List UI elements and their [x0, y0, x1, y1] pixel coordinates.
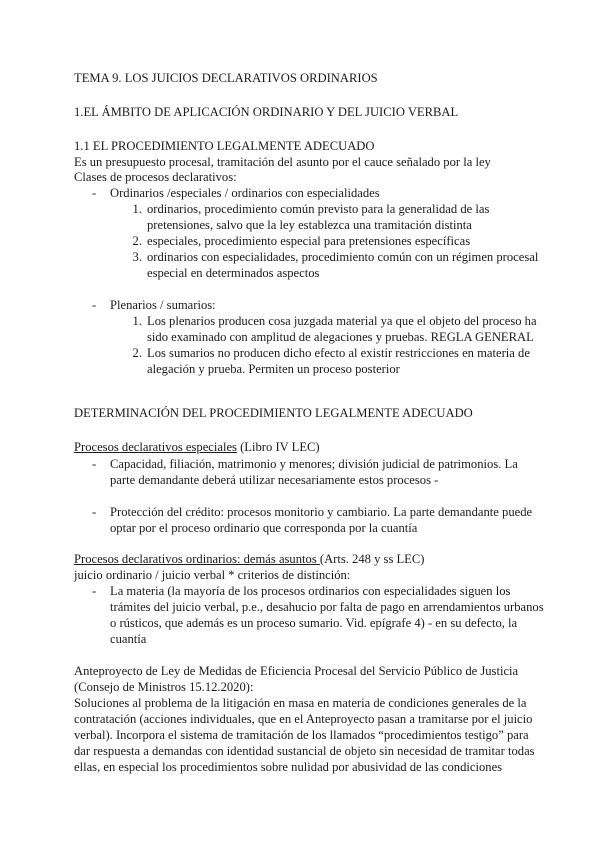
list-item: Los plenarios producen cosa juzgada material ya que el objeto del proceso ha — [147, 314, 537, 328]
bullet-dash: - — [92, 457, 97, 471]
bullet-text: o rústicos, que además es un proceso sumario. Vid. epígrafe 4) - en su defecto, la — [110, 616, 518, 630]
bullet-dash: - — [92, 584, 97, 598]
list-item: Los sumarios no producen dicho efecto al existir restricciones en materia de — [147, 346, 530, 360]
paragraph-line: Anteproyecto de Ley de Medidas de Eficiencia Procesal del Servicio Público de Justicia — [74, 664, 519, 678]
heading-suffix: (Libro IV LEC) — [236, 440, 320, 454]
list-number: 2. — [132, 346, 142, 360]
subsection-heading: 1.1 EL PROCEDIMIENTO LEGALMENTE ADECUADO — [74, 139, 375, 153]
list-number: 2. — [132, 234, 142, 248]
document-title: TEMA 9. LOS JUICIOS DECLARATIVOS ORDINARIOS — [74, 71, 378, 85]
heading-suffix: (Arts. 248 y ss LEC) — [319, 552, 425, 566]
list-number: 1. — [132, 202, 142, 216]
bullet-text: optar por el proceso ordinario que corresponda por la cuantía — [110, 521, 418, 535]
bullet-text: Plenarios / sumarios: — [110, 298, 216, 312]
paragraph-line: Soluciones al problema de la litigación en masa en materia de condiciones generales de la — [74, 696, 527, 710]
list-item: pretensiones, salvo que la ley establezca una tramitación distinta — [147, 218, 472, 232]
paragraph-line: juicio ordinario / juicio verbal * criterios de distinción: — [74, 568, 351, 582]
paragraph-line — [74, 439, 320, 455]
paragraph-line: verbal). Incorpora el sistema de tramitación de los llamados “procedimientos testigo” para — [74, 728, 529, 742]
underlined-heading: Procesos declarativos especiales — [74, 440, 237, 454]
paragraph-line: Clases de procesos declarativos: — [74, 170, 237, 184]
bullet-text: trámites del juicio verbal, p.e., desahucio por falta de pago en arrendamientos urbanos — [110, 600, 544, 614]
list-number: 1. — [132, 314, 142, 328]
paragraph-line: dar respuesta a demandas con identidad sustancial de objeto sin necesidad de tramitar todas — [74, 744, 535, 758]
section-heading: 1.EL ÁMBITO DE APLICACIÓN ORDINARIO Y DEL JUICIO VERBAL — [74, 105, 459, 119]
list-item: alegación y prueba. Permiten un proceso posterior — [147, 362, 400, 376]
list-item: sido examinado con amplitud de alegaciones y pruebas. REGLA GENERAL — [147, 330, 534, 344]
bullet-text: La materia (la mayoría de los procesos ordinarios con especialidades siguen los — [110, 584, 511, 598]
paragraph-line: Es un presupuesto procesal, tramitación del asunto por el cauce señalado por la ley — [74, 155, 491, 169]
list-item: especial en determinados aspectos — [147, 266, 320, 280]
bullet-dash: - — [92, 186, 97, 200]
paragraph-line: (Consejo de Ministros 15.12.2020): — [74, 680, 254, 694]
list-item: ordinarios, procedimiento común previsto para la generalidad de las — [147, 202, 490, 216]
underlined-heading: Procesos declarativos ordinarios: demás asuntos — [74, 552, 320, 566]
section-heading: DETERMINACIÓN DEL PROCEDIMIENTO LEGALMENTE ADECUADO — [74, 406, 473, 420]
bullet-dash: - — [92, 298, 97, 312]
bullet-text: Ordinarios /especiales / ordinarios con especialidades — [110, 186, 380, 200]
list-number: 3. — [132, 250, 142, 264]
list-item: especiales, procedimiento especial para pretensiones específicas — [147, 234, 471, 248]
paragraph-line: ellas, en especial los procedimientos sobre nulidad por abusividad de las condiciones — [74, 760, 503, 774]
paragraph-line — [74, 551, 424, 567]
bullet-text: Protección del crédito: procesos monitorio y cambiario. La parte demandante puede — [110, 505, 533, 519]
bullet-dash: - — [92, 505, 97, 519]
bullet-text: Capacidad, filiación, matrimonio y menores; división judicial de patrimonios. La — [110, 457, 518, 471]
bullet-text: cuantía — [110, 632, 147, 646]
bullet-text: parte demandante deberá utilizar necesariamente estos procesos - — [110, 473, 439, 487]
list-item: ordinarios con especialidades, procedimiento común con un régimen procesal — [147, 250, 539, 264]
paragraph-line: contratación (acciones individuales, que en el Anteproyecto pasan a tramitarse por el juicio — [74, 712, 533, 726]
